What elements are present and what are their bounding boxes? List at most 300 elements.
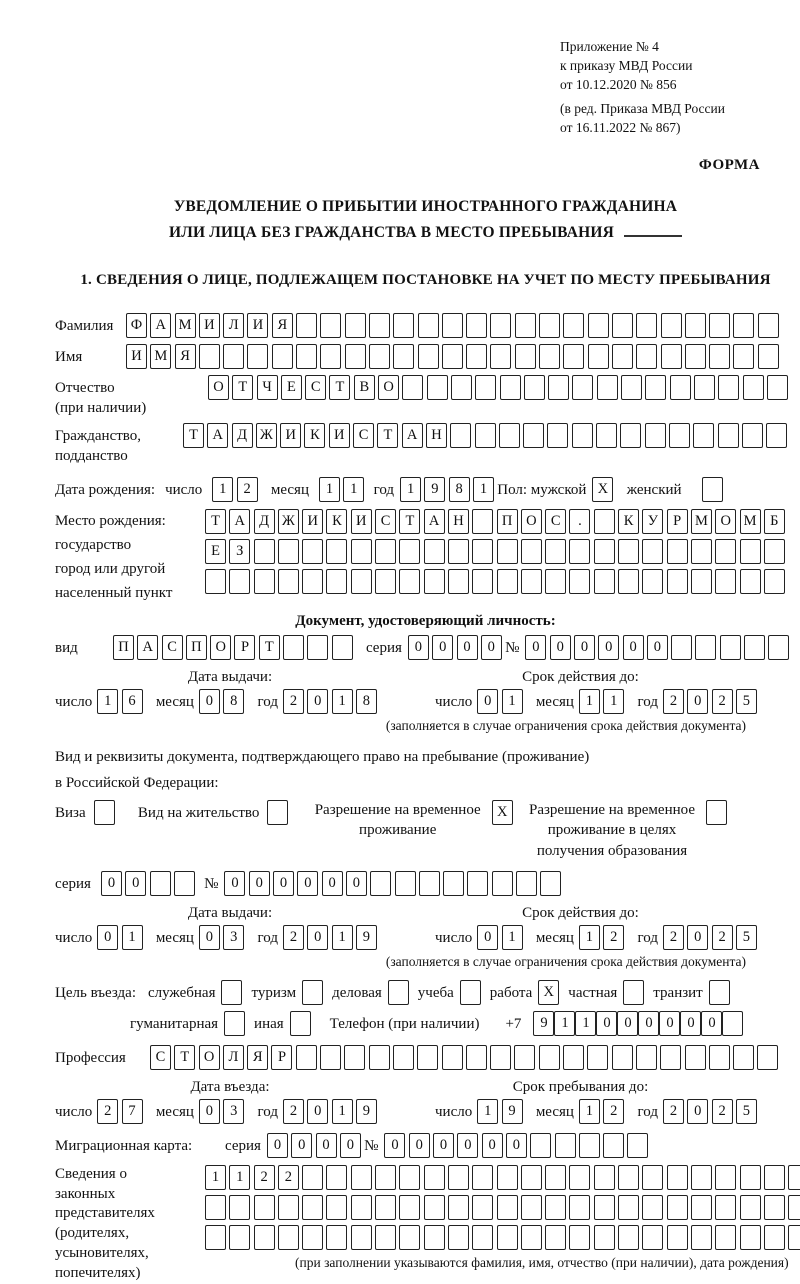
char-box[interactable] [399,1195,420,1220]
char-box[interactable] [709,1045,730,1070]
char-box[interactable] [326,569,347,594]
char-box[interactable]: 1 [473,477,494,502]
char-box[interactable]: 0 [598,635,619,660]
char-box[interactable] [514,1045,535,1070]
char-box[interactable]: Я [272,313,293,338]
char-box[interactable] [594,1165,615,1190]
char-box[interactable]: Ф [126,313,147,338]
char-box[interactable] [618,539,639,564]
char-box[interactable] [254,1195,275,1220]
char-box[interactable] [572,375,593,400]
char-box[interactable] [623,980,644,1005]
char-box[interactable] [715,569,736,594]
char-box[interactable] [345,313,366,338]
char-box[interactable] [272,344,293,369]
char-box[interactable] [667,1195,688,1220]
char-box[interactable] [588,344,609,369]
char-box[interactable]: К [326,509,347,534]
char-box[interactable] [351,569,372,594]
char-box[interactable] [205,1195,226,1220]
char-box[interactable] [569,539,590,564]
char-box[interactable]: И [247,313,268,338]
char-box[interactable] [569,569,590,594]
char-box[interactable] [150,871,171,896]
char-box[interactable] [685,1045,706,1070]
char-box[interactable] [375,1195,396,1220]
char-box[interactable]: Т [329,375,350,400]
char-box[interactable] [490,313,511,338]
char-box[interactable]: 1 [205,1165,226,1190]
char-box[interactable] [545,539,566,564]
char-box[interactable]: 0 [574,635,595,660]
char-box[interactable]: 8 [449,477,470,502]
char-box[interactable]: 3 [223,925,244,950]
char-box[interactable] [788,1225,800,1250]
char-box[interactable] [733,344,754,369]
char-box[interactable]: П [186,635,207,660]
char-box[interactable]: 1 [400,477,421,502]
char-box[interactable] [594,1195,615,1220]
char-box[interactable] [302,1195,323,1220]
char-box[interactable] [612,313,633,338]
char-box[interactable]: 0 [316,1133,337,1158]
char-box[interactable] [667,569,688,594]
char-box[interactable]: 8 [223,689,244,714]
char-box[interactable]: 0 [617,1011,638,1036]
char-box[interactable] [718,375,739,400]
char-box[interactable] [466,344,487,369]
char-box[interactable]: 2 [283,689,304,714]
char-box[interactable] [442,344,463,369]
char-box[interactable] [302,539,323,564]
char-box[interactable] [709,344,730,369]
char-box[interactable]: 2 [603,925,624,950]
char-box[interactable]: Т [259,635,280,660]
char-box[interactable] [740,539,761,564]
char-box[interactable] [278,569,299,594]
char-box[interactable] [418,344,439,369]
char-box[interactable]: 3 [223,1099,244,1124]
char-box[interactable] [278,539,299,564]
char-box[interactable] [302,1165,323,1190]
char-box[interactable]: Б [764,509,785,534]
char-box[interactable]: 1 [502,689,523,714]
char-box[interactable] [768,635,789,660]
char-box[interactable]: К [304,423,325,448]
char-box[interactable]: О [208,375,229,400]
char-box[interactable] [515,313,536,338]
char-box[interactable]: И [302,509,323,534]
char-box[interactable]: А [137,635,158,660]
char-box[interactable]: М [175,313,196,338]
char-box[interactable]: 7 [122,1099,143,1124]
char-box[interactable]: З [229,539,250,564]
char-box[interactable]: Т [377,423,398,448]
char-box[interactable] [224,1011,245,1036]
char-box[interactable] [667,1165,688,1190]
char-box[interactable]: Л [223,1045,244,1070]
char-box[interactable] [764,1195,785,1220]
char-box[interactable] [539,1045,560,1070]
char-box[interactable] [490,1045,511,1070]
char-box[interactable] [393,344,414,369]
char-box[interactable]: 0 [481,635,502,660]
char-box[interactable] [685,344,706,369]
char-box[interactable]: 2 [603,1099,624,1124]
char-box[interactable] [758,344,779,369]
char-box[interactable] [715,539,736,564]
char-box[interactable] [369,313,390,338]
char-box[interactable] [740,1195,761,1220]
char-box[interactable]: 0 [199,689,220,714]
char-box[interactable]: 0 [199,925,220,950]
char-box[interactable] [579,1133,600,1158]
char-box[interactable]: Н [426,423,447,448]
char-box[interactable] [722,1011,743,1036]
char-box[interactable] [545,1225,566,1250]
char-box[interactable]: 0 [97,925,118,950]
char-box[interactable] [744,635,765,660]
char-box[interactable]: 0 [506,1133,527,1158]
char-box[interactable]: 0 [457,635,478,660]
char-box[interactable]: С [375,509,396,534]
char-box[interactable] [393,313,414,338]
char-box[interactable]: П [113,635,134,660]
char-box[interactable] [733,313,754,338]
char-box[interactable]: 0 [687,1099,708,1124]
char-box[interactable] [326,1225,347,1250]
char-box[interactable] [594,1225,615,1250]
char-box[interactable] [497,539,518,564]
char-box[interactable] [612,344,633,369]
char-box[interactable]: Д [232,423,253,448]
char-box[interactable] [345,344,366,369]
char-box[interactable]: X [592,477,613,502]
char-box[interactable]: О [521,509,542,534]
char-box[interactable]: 2 [663,689,684,714]
char-box[interactable] [370,871,391,896]
char-box[interactable] [375,539,396,564]
char-box[interactable] [709,980,730,1005]
char-box[interactable] [497,1165,518,1190]
char-box[interactable] [516,871,537,896]
char-box[interactable]: 1 [579,689,600,714]
char-box[interactable]: 1 [502,925,523,950]
char-box[interactable]: 0 [638,1011,659,1036]
char-box[interactable]: А [424,509,445,534]
char-box[interactable] [521,569,542,594]
char-box[interactable] [320,344,341,369]
char-box[interactable] [642,1225,663,1250]
char-box[interactable] [399,1165,420,1190]
char-box[interactable] [596,423,617,448]
char-box[interactable] [199,344,220,369]
char-box[interactable]: 9 [533,1011,554,1036]
char-box[interactable]: 0 [596,1011,617,1036]
char-box[interactable] [695,635,716,660]
char-box[interactable]: 0 [307,689,328,714]
char-box[interactable] [572,423,593,448]
char-box[interactable] [636,313,657,338]
char-box[interactable] [497,569,518,594]
char-box[interactable]: . [569,509,590,534]
char-box[interactable] [424,1225,445,1250]
char-box[interactable] [548,375,569,400]
char-box[interactable] [767,375,788,400]
char-box[interactable]: 0 [680,1011,701,1036]
char-box[interactable]: 2 [254,1165,275,1190]
char-box[interactable]: П [497,509,518,534]
char-box[interactable]: 0 [701,1011,722,1036]
char-box[interactable]: 2 [712,1099,733,1124]
char-box[interactable] [229,1195,250,1220]
char-box[interactable] [618,1195,639,1220]
char-box[interactable] [563,344,584,369]
char-box[interactable] [467,871,488,896]
char-box[interactable] [618,1225,639,1250]
char-box[interactable] [375,569,396,594]
char-box[interactable] [569,1195,590,1220]
char-box[interactable]: М [691,509,712,534]
char-box[interactable] [612,1045,633,1070]
char-box[interactable] [694,375,715,400]
char-box[interactable] [326,539,347,564]
char-box[interactable]: 2 [283,925,304,950]
char-box[interactable]: 9 [502,1099,523,1124]
char-box[interactable] [764,569,785,594]
char-box[interactable] [448,569,469,594]
char-box[interactable]: А [229,509,250,534]
char-box[interactable]: 0 [477,689,498,714]
char-box[interactable]: X [538,980,559,1005]
char-box[interactable] [395,871,416,896]
char-box[interactable] [764,1225,785,1250]
char-box[interactable]: 2 [712,925,733,950]
char-box[interactable] [369,1045,390,1070]
char-box[interactable] [326,1165,347,1190]
char-box[interactable] [490,344,511,369]
char-box[interactable] [402,375,423,400]
char-box[interactable]: 1 [554,1011,575,1036]
char-box[interactable]: 1 [97,689,118,714]
char-box[interactable] [332,635,353,660]
char-box[interactable] [424,1165,445,1190]
char-box[interactable] [307,635,328,660]
char-box[interactable]: Р [271,1045,292,1070]
char-box[interactable]: 1 [122,925,143,950]
char-box[interactable]: 1 [579,925,600,950]
char-box[interactable]: Т [205,509,226,534]
char-box[interactable] [351,1195,372,1220]
char-box[interactable] [720,635,741,660]
char-box[interactable] [627,1133,648,1158]
char-box[interactable] [174,871,195,896]
char-box[interactable] [788,1165,800,1190]
char-box[interactable]: А [402,423,423,448]
char-box[interactable] [757,1045,778,1070]
char-box[interactable] [621,375,642,400]
char-box[interactable] [497,1225,518,1250]
char-box[interactable] [594,539,615,564]
char-box[interactable]: Н [448,509,469,534]
char-box[interactable] [375,1225,396,1250]
char-box[interactable] [302,569,323,594]
char-box[interactable]: С [545,509,566,534]
char-box[interactable]: 2 [663,925,684,950]
char-box[interactable] [691,1225,712,1250]
char-box[interactable] [451,375,472,400]
char-box[interactable]: 2 [237,477,258,502]
char-box[interactable]: 0 [433,1133,454,1158]
char-box[interactable]: 2 [663,1099,684,1124]
char-box[interactable] [442,1045,463,1070]
char-box[interactable] [547,423,568,448]
char-box[interactable]: 0 [101,871,122,896]
char-box[interactable] [466,1045,487,1070]
char-box[interactable]: 0 [125,871,146,896]
char-box[interactable]: К [618,509,639,534]
char-box[interactable] [530,1133,551,1158]
char-box[interactable] [460,980,481,1005]
char-box[interactable] [667,539,688,564]
char-box[interactable] [497,1195,518,1220]
char-box[interactable]: Ж [278,509,299,534]
char-box[interactable]: Е [281,375,302,400]
char-box[interactable]: 2 [278,1165,299,1190]
char-box[interactable] [223,344,244,369]
char-box[interactable] [475,423,496,448]
char-box[interactable]: И [351,509,372,534]
char-box[interactable] [278,1195,299,1220]
char-box[interactable] [642,569,663,594]
char-box[interactable]: 0 [297,871,318,896]
char-box[interactable] [448,1225,469,1250]
char-box[interactable]: 0 [322,871,343,896]
char-box[interactable]: 0 [647,635,668,660]
char-box[interactable] [427,375,448,400]
char-box[interactable] [691,1165,712,1190]
char-box[interactable] [715,1165,736,1190]
char-box[interactable]: 2 [97,1099,118,1124]
char-box[interactable] [399,539,420,564]
char-box[interactable]: 0 [346,871,367,896]
char-box[interactable] [555,1133,576,1158]
char-box[interactable]: 1 [332,925,353,950]
char-box[interactable] [254,1225,275,1250]
char-box[interactable] [500,375,521,400]
char-box[interactable] [702,477,723,502]
char-box[interactable]: Я [175,344,196,369]
char-box[interactable] [545,1165,566,1190]
char-box[interactable] [733,1045,754,1070]
char-box[interactable]: 0 [482,1133,503,1158]
char-box[interactable] [375,1165,396,1190]
char-box[interactable] [545,1195,566,1220]
char-box[interactable] [742,423,763,448]
char-box[interactable]: А [207,423,228,448]
char-box[interactable]: 2 [283,1099,304,1124]
char-box[interactable]: 0 [457,1133,478,1158]
char-box[interactable] [620,423,641,448]
char-box[interactable] [718,423,739,448]
char-box[interactable] [424,1195,445,1220]
char-box[interactable] [472,1225,493,1250]
char-box[interactable] [715,1225,736,1250]
char-box[interactable]: А [150,313,171,338]
char-box[interactable]: Ч [257,375,278,400]
char-box[interactable] [475,375,496,400]
char-box[interactable]: И [199,313,220,338]
char-box[interactable] [743,375,764,400]
char-box[interactable]: 0 [550,635,571,660]
char-box[interactable] [369,344,390,369]
char-box[interactable] [618,569,639,594]
char-box[interactable]: 0 [340,1133,361,1158]
char-box[interactable] [94,800,115,825]
char-box[interactable]: О [210,635,231,660]
char-box[interactable] [636,344,657,369]
char-box[interactable] [419,871,440,896]
char-box[interactable] [492,871,513,896]
char-box[interactable] [691,569,712,594]
char-box[interactable]: 0 [224,871,245,896]
char-box[interactable] [472,1195,493,1220]
char-box[interactable] [254,539,275,564]
char-box[interactable]: 1 [332,689,353,714]
char-box[interactable] [545,569,566,594]
char-box[interactable] [766,423,787,448]
char-box[interactable] [443,871,464,896]
char-box[interactable] [351,1165,372,1190]
char-box[interactable] [670,375,691,400]
char-box[interactable]: И [126,344,147,369]
char-box[interactable] [618,1165,639,1190]
char-box[interactable] [472,509,493,534]
char-box[interactable]: 0 [291,1133,312,1158]
char-box[interactable] [764,1165,785,1190]
char-box[interactable]: С [353,423,374,448]
char-box[interactable]: В [354,375,375,400]
char-box[interactable] [524,375,545,400]
char-box[interactable] [636,1045,657,1070]
char-box[interactable] [563,1045,584,1070]
char-box[interactable]: О [715,509,736,534]
char-box[interactable] [540,871,561,896]
char-box[interactable]: 1 [332,1099,353,1124]
char-box[interactable] [450,423,471,448]
char-box[interactable] [563,313,584,338]
char-box[interactable]: X [492,800,513,825]
char-box[interactable] [326,1195,347,1220]
char-box[interactable] [594,569,615,594]
char-box[interactable] [603,1133,624,1158]
char-box[interactable] [539,344,560,369]
char-box[interactable] [283,635,304,660]
char-box[interactable]: М [740,509,761,534]
char-box[interactable] [448,539,469,564]
char-box[interactable]: 0 [307,1099,328,1124]
char-box[interactable] [661,344,682,369]
char-box[interactable] [569,1225,590,1250]
char-box[interactable]: 6 [122,689,143,714]
char-box[interactable]: 0 [273,871,294,896]
char-box[interactable] [569,1165,590,1190]
char-box[interactable] [642,539,663,564]
char-box[interactable] [296,1045,317,1070]
char-box[interactable]: 0 [384,1133,405,1158]
char-box[interactable] [740,569,761,594]
char-box[interactable]: Е [205,539,226,564]
